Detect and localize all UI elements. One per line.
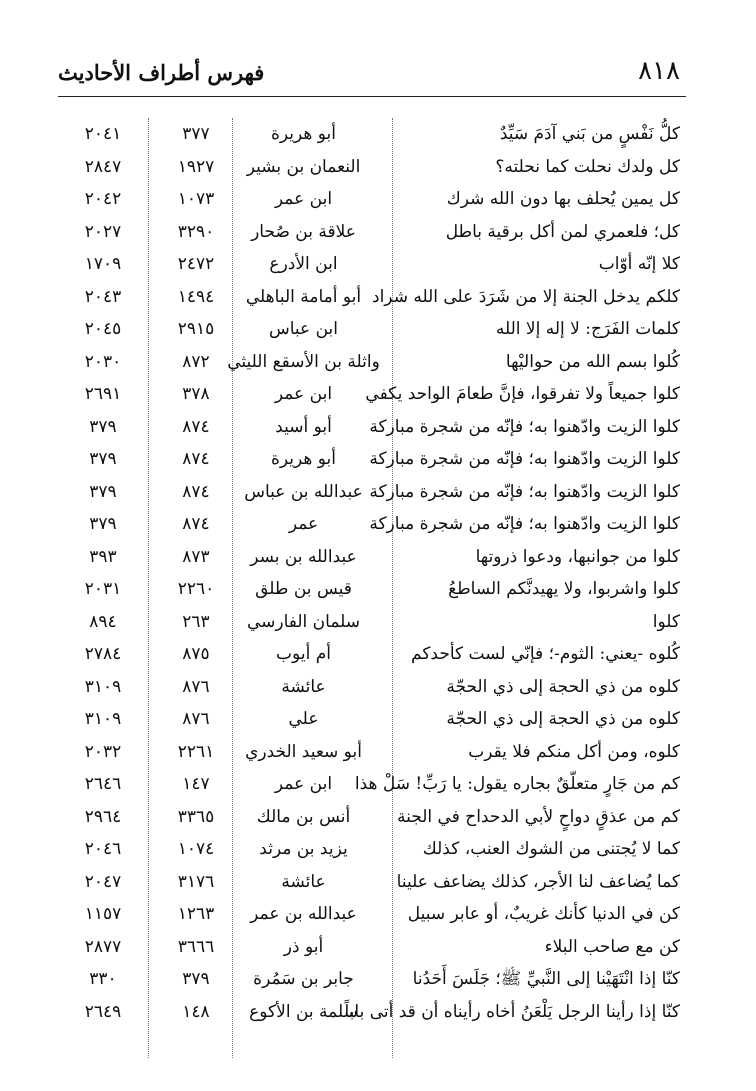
page-reference: ٢٠٣١: [84, 579, 122, 599]
hadith-index-list: [58, 118, 686, 1028]
index-row: [58, 866, 686, 899]
page-reference: ٢٦٤٦: [84, 774, 122, 794]
page-reference: ٢٠٢٧: [84, 221, 122, 242]
hadith-text: كلوه، ومن أكل منكم فلا يقرب: [468, 741, 680, 762]
page-reference: ٣٧٩: [89, 481, 117, 502]
index-row: [58, 638, 686, 671]
hadith-text: كُلوا بسم الله من حواليْها: [505, 351, 680, 372]
hadith-text: كل ولدك نحلت كما نحلته؟: [495, 156, 680, 177]
index-row: [58, 476, 686, 509]
page-reference: ١١٥٧: [84, 904, 122, 924]
narrator: عمر: [288, 514, 319, 534]
index-row: [58, 443, 686, 476]
narrator: ابن عباس: [268, 319, 338, 339]
page-reference: ٢٨٤٧: [84, 156, 122, 177]
index-row: [58, 996, 686, 1029]
narrator: يزيد بن مرثد: [259, 839, 348, 859]
narrator: ابن عمر: [274, 384, 333, 404]
hadith-text: كلوا الزيت وادّهنوا به؛ فإنّه من شجرة مباركة: [369, 481, 680, 502]
hadith-number: ١٩٢٧: [177, 156, 215, 177]
hadith-number: ٨٧٤: [182, 449, 210, 469]
narrator: أبو ذر: [283, 936, 324, 957]
narrator: أبو هريرة: [270, 449, 336, 469]
page-reference: ٣٣٠: [89, 969, 117, 989]
hadith-number: ٣٧٩: [182, 969, 210, 989]
index-row: [58, 118, 686, 151]
index-row: [58, 768, 686, 801]
index-row: [58, 313, 686, 346]
hadith-number: ٣٢٩٠: [177, 221, 215, 242]
hadith-number: ٨٧٤: [182, 514, 210, 534]
hadith-number: ٢٦٣: [182, 611, 210, 632]
index-row: [58, 606, 686, 639]
hadith-number: ٢٢٦١: [177, 741, 215, 762]
hadith-text: كما يُضاعف لنا الأجر، كذلك يضاعف علينا: [396, 871, 680, 892]
narrator: ابن الأدرع: [269, 254, 338, 274]
narrator: عائشة: [281, 871, 326, 892]
narrator: ابن عمر: [274, 774, 333, 794]
narrator: النعمان بن بشير: [246, 156, 361, 177]
hadith-number: ٨٧٥: [182, 644, 210, 664]
index-row: [58, 703, 686, 736]
hadith-text: كلوا الزيت وادّهنوا به؛ فإنّه من شجرة مباركة: [369, 514, 680, 534]
hadith-text: كلوا واشربوا، ولا يهيدنَّكم الساطعُ: [448, 579, 680, 599]
narrator: واثلة بن الأسقع الليثي: [227, 351, 380, 372]
hadith-text: كما لا يُجتنى من الشوك العنب، كذلك: [422, 839, 680, 859]
hadith-number: ١٠٧٣: [177, 189, 215, 209]
hadith-number: ٣١٧٦: [177, 871, 215, 892]
hadith-text: كلمات الفَرَج: لا إله إلا الله: [495, 319, 680, 339]
hadith-number: ٨٧٦: [182, 709, 210, 729]
index-row: [58, 833, 686, 866]
hadith-number: ١٤٧: [182, 774, 210, 794]
page-reference: ١٧٠٩: [84, 254, 122, 274]
index-row: [58, 541, 686, 574]
hadith-number: ٣٧٨: [182, 384, 210, 404]
hadith-number: ٨٧٢: [182, 351, 210, 372]
index-row: [58, 508, 686, 541]
index-row: [58, 411, 686, 444]
page-reference: ٣٩٣: [89, 546, 117, 567]
index-row: [58, 573, 686, 606]
hadith-number: ٣٦٦٦: [177, 936, 215, 957]
index-row: [58, 931, 686, 964]
hadith-text: كلوا الزيت وادّهنوا به؛ فإنّه من شجرة مباركة: [369, 449, 680, 469]
hadith-number: ٨٧٣: [182, 546, 210, 567]
index-row: [58, 281, 686, 314]
narrator: عائشة: [281, 676, 326, 697]
index-row: [58, 183, 686, 216]
page-reference: ٢٩٦٤: [84, 806, 122, 827]
index-row: [58, 963, 686, 996]
narrator: عبدالله بن بسر: [250, 546, 357, 567]
page-reference: ٢٠٤٢: [84, 189, 122, 209]
page-reference: ٣٧٩: [89, 514, 117, 534]
hadith-text: كن في الدنيا كأنك غريبٌ، أو عابر سبيل: [407, 904, 680, 924]
index-row: [58, 801, 686, 834]
hadith-text: كلوا الزيت وادّهنوا به؛ فإنّه من شجرة مباركة: [369, 416, 680, 437]
hadith-text: كلا إنّه أوّاب: [598, 254, 680, 274]
page-title: فهرس أطراف الأحاديث: [58, 60, 265, 85]
narrator: عبدالله بن عمر: [250, 904, 357, 924]
index-row: [58, 248, 686, 281]
hadith-number: ١٠٧٤: [177, 839, 215, 859]
page-reference: ٣١٠٩: [84, 676, 122, 697]
hadith-text: كلُّ نَفْسٍ من بَني آدَمَ سَيِّدٌ: [499, 124, 680, 144]
page-reference: ٣٧٩: [89, 449, 117, 469]
hadith-text: كم من عذقٍ دواحٍ لأبي الدحداح في الجنة: [397, 806, 680, 827]
narrator: سلمان الفارسي: [246, 611, 361, 632]
page-reference: ٢٠٤٣: [84, 286, 122, 307]
page-reference: ٢٠٤٥: [84, 319, 122, 339]
hadith-number: ١٢٦٣: [177, 904, 215, 924]
hadith-text: كم من جَارٍ متعلّقٌ بجاره يقول: يا رَبِّ! سَلْ هذا: [354, 774, 680, 794]
page-reference: ٨٩٤: [89, 611, 117, 632]
narrator: أم أيوب: [276, 644, 331, 664]
index-row: [58, 378, 686, 411]
hadith-text: كلوا جميعاً ولا تفرقوا، فإنَّ طعامَ الواحد يكفي: [365, 384, 680, 404]
hadith-text: كلوا: [652, 611, 680, 632]
narrator: أبو أمامة الباهلي: [245, 286, 362, 307]
narrator: أبو هريرة: [270, 124, 336, 144]
hadith-number: ٢٩١٥: [177, 319, 215, 339]
index-row: [58, 151, 686, 184]
hadith-number: ٣٧٧: [182, 124, 210, 144]
index-row: [58, 671, 686, 704]
narrator: أنس بن مالك: [256, 806, 351, 827]
hadith-number: ٢٤٧٢: [177, 254, 215, 274]
narrator: أبو أسيد: [275, 416, 332, 437]
page-number: ٨١٨: [638, 56, 680, 86]
hadith-number: ٨٧٤: [182, 416, 210, 437]
narrator: ابن عمر: [274, 189, 333, 209]
hadith-text: كل؛ فلعمري لمن أكل برقية باطل: [445, 221, 680, 242]
page-reference: ٢٨٧٧: [84, 936, 122, 957]
narrator: سلمة بن الأكوع: [249, 1001, 358, 1022]
page-reference: ٢٧٨٤: [84, 644, 122, 664]
hadith-text: كلكم يدخل الجنة إلا من شَرَدَ على الله شراد: [372, 286, 680, 307]
page-reference: ٢٦٩١: [84, 384, 122, 404]
narrator: قيس بن طلق: [255, 579, 352, 599]
hadith-text: كن مع صاحب البلاء: [544, 936, 680, 957]
index-row: [58, 736, 686, 769]
hadith-text: كُلوه -يعني: الثوم-؛ فإنّي لست كأحدكم: [411, 644, 680, 664]
hadith-text: كل يمين يُحلف بها دون الله شرك: [446, 189, 680, 209]
page-reference: ٣١٠٩: [84, 709, 122, 729]
hadith-text: كلوه من ذي الحجة إلى ذي الحجّة: [446, 676, 680, 697]
index-row: [58, 216, 686, 249]
hadith-number: ٢٢٦٠: [177, 579, 215, 599]
page-reference: ٣٧٩: [89, 416, 117, 437]
hadith-number: ١٤٨: [182, 1001, 210, 1022]
page-reference: ٢٠٤١: [84, 124, 122, 144]
hadith-text: كلوه من ذي الحجة إلى ذي الحجّة: [446, 709, 680, 729]
hadith-number: ٣٣٦٥: [177, 806, 215, 827]
narrator: جابر بن سَمُرة: [253, 969, 354, 989]
page-reference: ٢٠٣٠: [84, 351, 122, 372]
narrator: أبو سعيد الخدري: [245, 741, 362, 762]
page-reference: ٢٠٤٧: [84, 871, 122, 892]
page-reference: ٢٠٣٢: [84, 741, 122, 762]
page-reference: ٢٠٤٦: [84, 839, 122, 859]
index-row: [58, 898, 686, 931]
hadith-number: ١٤٩٤: [177, 286, 215, 307]
hadith-text: كنّا إذا انْتَهَيْنا إلى النَّبيِّ ﷺ؛ جَلَسَ أَحَدُنا: [412, 969, 680, 989]
hadith-number: ٨٧٤: [182, 481, 210, 502]
narrator: علي: [288, 709, 319, 729]
header-rule: [58, 96, 686, 97]
index-row: [58, 346, 686, 379]
page-reference: ٢٦٤٩: [84, 1001, 122, 1022]
narrator: عبدالله بن عباس: [244, 481, 363, 502]
hadith-number: ٨٧٦: [182, 676, 210, 697]
page-header: [58, 52, 686, 92]
hadith-text: كلوا من جوانبها، ودعوا ذروتها: [475, 546, 680, 567]
narrator: علاقة بن صُحار: [251, 221, 356, 242]
hadith-text: كنّا إذا رأينا الرجل يَلْعَنُ أخاه رأيناه أن قد أتى باباً: [344, 1001, 680, 1022]
